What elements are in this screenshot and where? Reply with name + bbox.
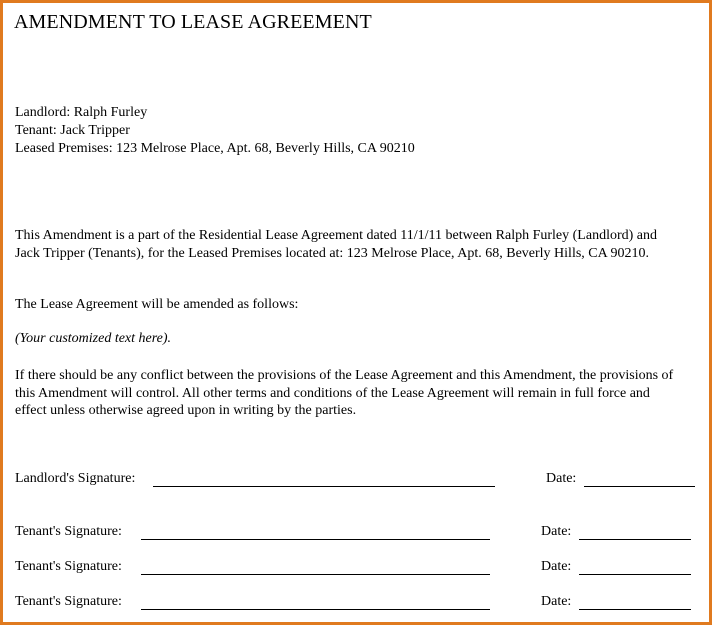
tenant-signature-label: Tenant's Signature: (15, 524, 122, 539)
tenant-line: Tenant: Jack Tripper (15, 123, 130, 138)
landlord-date-line[interactable] (584, 486, 695, 487)
amended-intro: The Lease Agreement will be amended as follows: (15, 297, 299, 312)
intro-paragraph: This Amendment is a part of the Residential Lease Agreement dated 11/1/11 between Ralph Furley (Landlord) and Jack Tripper (Tenants), for the Leased Premises located at: 123 Melrose Place, Apt. 68, Beverly Hills, CA 90210. (15, 228, 658, 261)
custom-text: (Your customized text here). (15, 331, 172, 346)
tenant-date-line[interactable] (579, 574, 691, 575)
landlord-date-label: Date: (546, 471, 577, 486)
tenant-date-label: Date: (541, 594, 572, 609)
landlord-signature-label: Landlord's Signature: (15, 471, 136, 486)
tenant-signature-line[interactable] (141, 574, 490, 575)
landlord-signature-line[interactable] (153, 486, 495, 487)
premises-line: Leased Premises: 123 Melrose Place, Apt. 68, Beverly Hills, CA 90210 (15, 141, 415, 156)
tenant-signature-label: Tenant's Signature: (15, 559, 122, 574)
tenant-date-line[interactable] (579, 539, 691, 540)
tenant-date-line[interactable] (579, 609, 691, 610)
tenant-date-label: Date: (541, 559, 572, 574)
tenant-date-label: Date: (541, 524, 572, 539)
conflict-paragraph: If there should be any conflict between the provisions of the Lease Agreement and this Amendment, the provisions of this Amendment will control. All other terms and conditions of the Lease Agreement will remain in full force and effect unless otherwise agreed upon in writing by the parties. (15, 368, 674, 418)
tenant-signature-label: Tenant's Signature: (15, 594, 122, 609)
tenant-signature-line[interactable] (141, 609, 490, 610)
landlord-line: Landlord: Ralph Furley (15, 105, 148, 120)
tenant-signature-line[interactable] (141, 539, 490, 540)
document-title: AMENDMENT TO LEASE AGREEMENT (14, 11, 372, 33)
